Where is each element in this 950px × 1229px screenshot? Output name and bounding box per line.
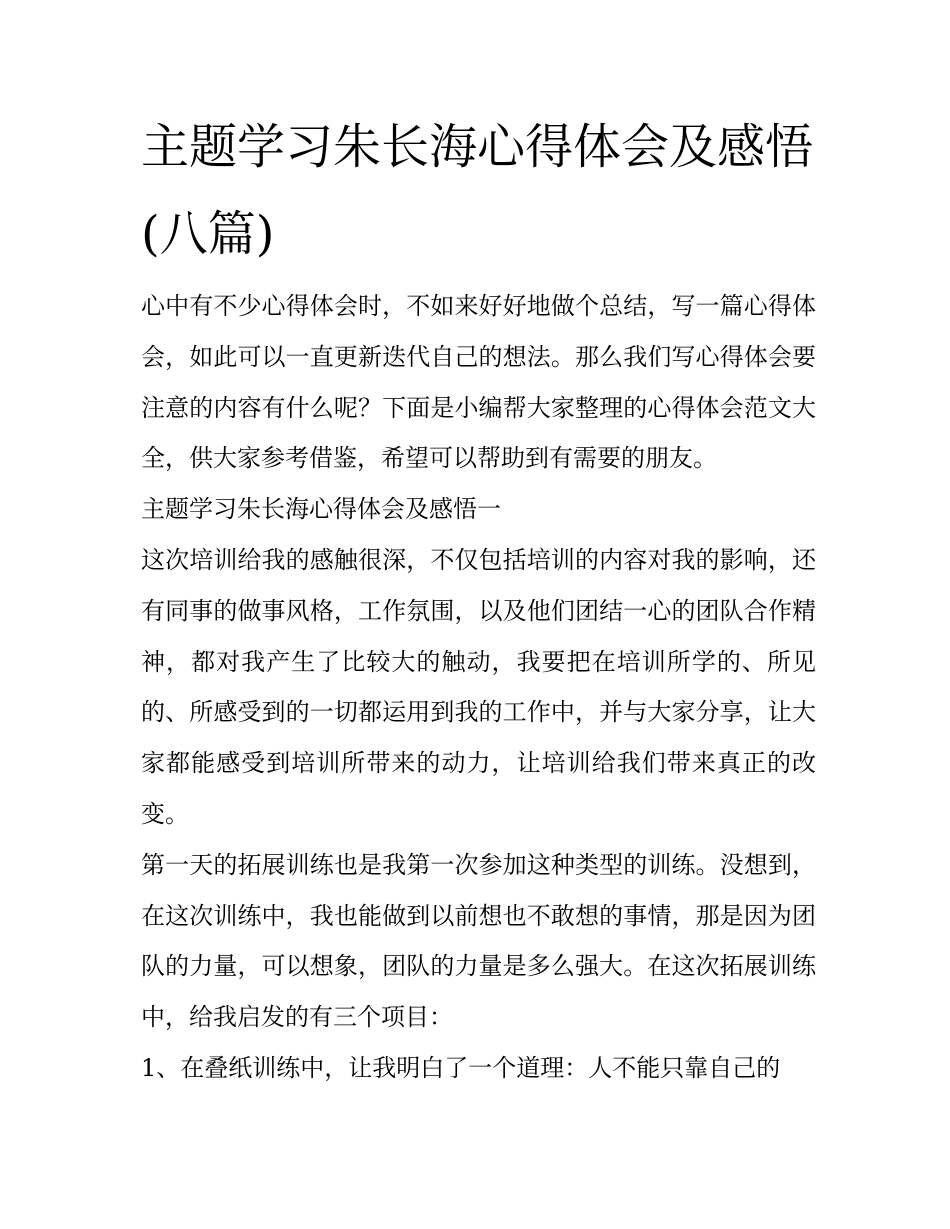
body-paragraph: 第一天的拓展训练也是我第一次参加这种类型的训练。没想到，在这次训练中，我也能做到以前想也不敢想的事情，那是因为团队的力量，可以想象，团队的力量是多么强大。在这次拓展训练中，给我启发的有三个项目： bbox=[141, 850, 816, 1032]
body-paragraph: 这次培训给我的感触很深，不仅包括培训的内容对我的影响，还有同事的做事风格，工作氛围，以及他们团结一心的团队合作精神，都对我产生了比较大的触动，我要把在培训所学的、所见的、所感受到的一切都运用到我的工作中，并与大家分享，让大家都能感受到培训所带来的动力，让培训给我们带来真正的改变。 bbox=[141, 545, 816, 828]
intro-paragraph: 心中有不少心得体会时，不如来好好地做个总结，写一篇心得体会，如此可以一直更新迭代自己的想法。那么我们写心得体会要注意的内容有什么呢？下面是小编帮大家整理的心得体会范文大全，供大家参考借鉴，希望可以帮助到有需要的朋友。 bbox=[141, 292, 816, 473]
section-heading: 主题学习朱长海心得体会及感悟一 bbox=[141, 495, 501, 524]
list-item: 1、在叠纸训练中，让我明白了一个道理：人不能只靠自己的 bbox=[141, 1053, 781, 1082]
document-page bbox=[141, 104, 816, 1094]
document-title: 主题学习朱长海心得体会及感悟(八篇) bbox=[141, 119, 814, 262]
